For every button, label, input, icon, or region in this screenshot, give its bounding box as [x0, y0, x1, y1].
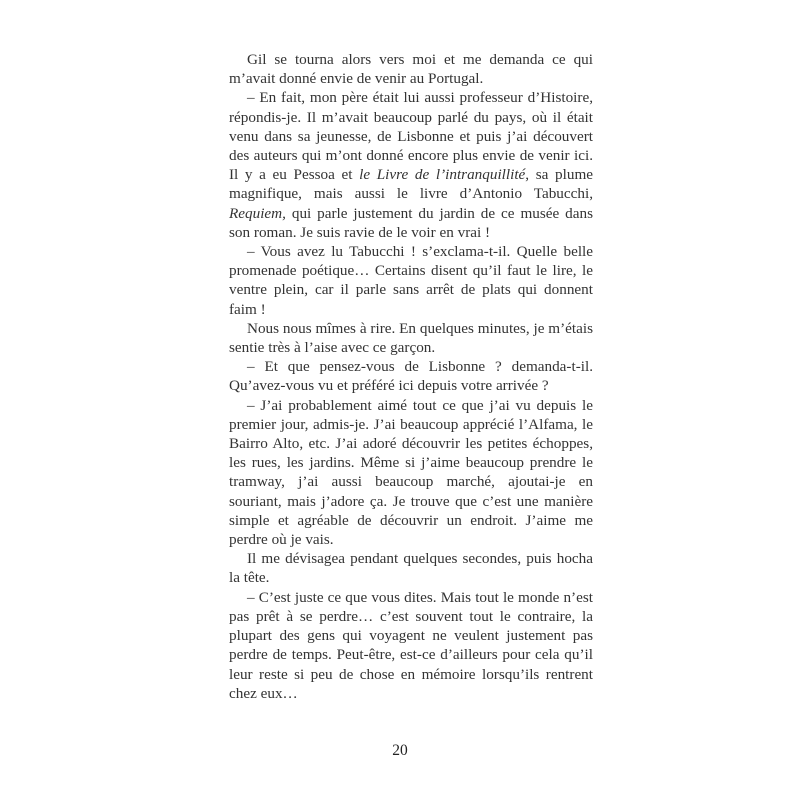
paragraph: – Vous avez lu Tabucchi ! s’exclama-t-il. Quelle belle promenade poétique… Certains disent qu’il faut le lire, le ventre plein, car il parle sans arrêt de plats qui donnent faim ! — [229, 243, 593, 318]
body-text — [229, 50, 593, 703]
paragraph-text: – En fait, mon père était lui aussi professeur d’Histoire, répondis-je. Il m’avait beaucoup parlé du pays, où il était venu dans sa jeunesse, de Lisbonne et puis j’ai découvert des auteurs qui m’ont donné encore plus envie de venir ici. Il y a eu Pessoa et — [229, 89, 593, 184]
book-title: Requiem, — [229, 204, 286, 222]
paragraph-text: qui parle justement du jardin de ce musée dans son roman. Je suis ravie de le voir en vrai ! — [229, 204, 593, 241]
paragraph: Gil se tourna alors vers moi et me demanda ce qui m’avait donné envie de venir au Portugal. — [229, 51, 593, 88]
book-title: le Livre de l’intranquillité — [359, 166, 526, 184]
paragraph-text: , sa plume magnifique, mais aussi le livre d’Antonio Tabucchi, — [229, 166, 593, 203]
paragraph: Il me dévisagea pendant quelques secondes, puis hocha la tête. — [229, 550, 593, 587]
paragraph: – C’est juste ce que vous dites. Mais tout le monde n’est pas prêt à se perdre… c’est souvent tout le contraire, la plupart des gens qui voyagent ne veulent justement pas perdre de temps. Peut-être, est-ce d’ailleurs pour cela qu’il leur reste si peu de chose en mémoire lorsqu’ils rentrent chez eux… — [229, 588, 593, 702]
paragraph — [229, 88, 593, 242]
page-number: 20 — [392, 742, 408, 759]
paragraph: – J’ai probablement aimé tout ce que j’ai vu depuis le premier jour, admis-je. J’ai beaucoup apprécié l’Alfama, le Bairro Alto, etc. J’ai adoré découvrir les petites échoppes, les rues, les jardins. Même si j’aime beaucoup prendre le tramway, j’ai aussi beaucoup marché, ajoutai-je en souriant, mais j’adore ça. Je trouve que c’est une manière simple et agréable de découvrir un endroit. J’aime me perdre où je vais. — [229, 396, 593, 549]
paragraph: – Et que pensez-vous de Lisbonne ? demanda-t-il. Qu’avez-vous vu et préféré ici depuis votre arrivée ? — [229, 358, 593, 395]
paragraph: Nous nous mîmes à rire. En quelques minutes, je m’étais sentie très à l’aise avec ce garçon. — [229, 319, 593, 357]
